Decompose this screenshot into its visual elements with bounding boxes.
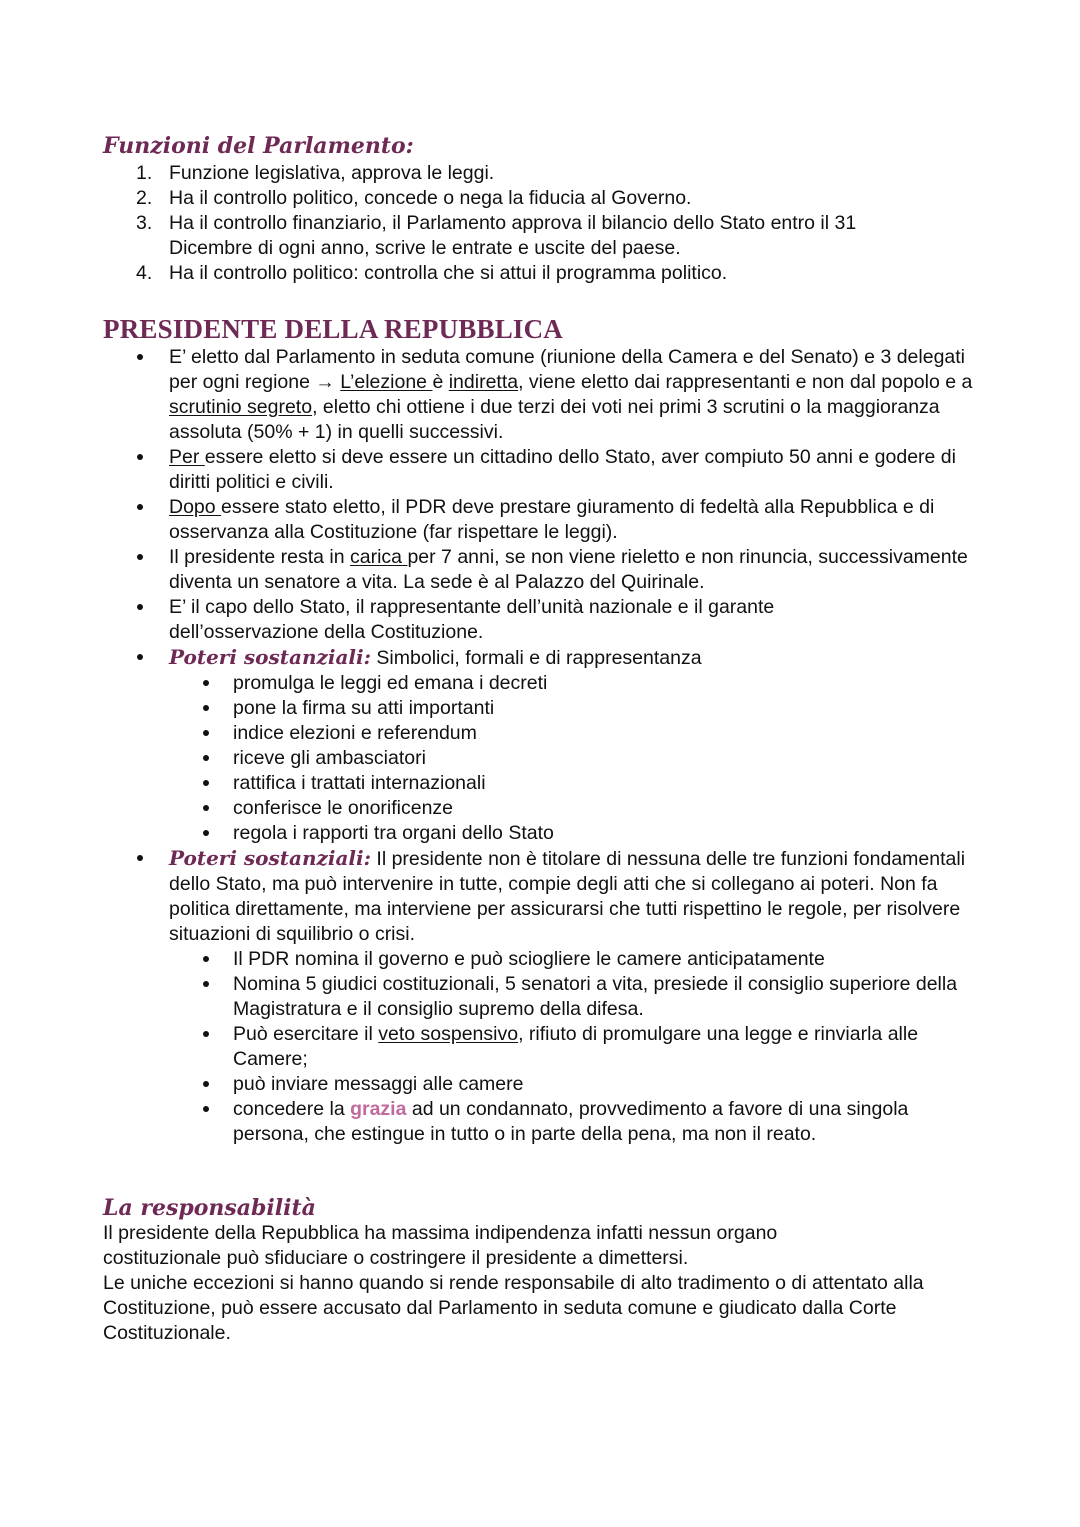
list-item: Nomina 5 giudici costituzionali, 5 senatori a vita, presiede il consiglio superiore della Magistratura e il consiglio supremo della difesa. xyxy=(169,972,983,1022)
bullet-icon xyxy=(137,354,143,360)
bullet-icon xyxy=(137,504,143,510)
list-item: E’ eletto dal Parlamento in seduta comune (riunione della Camera e del Senato) e 3 delegati per ogni regione → L’elezione è indiretta, viene eletto dai rappresentanti e non dal popolo e a scrutinio segreto, eletto chi ottiene i due terzi dei voti nei primi 3 scrutini o la maggioranza assoluta (50% + 1) in quelli successivi. xyxy=(103,345,983,445)
list-item: Il PDR nomina il governo e può sciogliere le camere anticipatamente xyxy=(169,947,983,972)
bullet-icon xyxy=(137,654,143,660)
list-item: 3. Ha il controllo finanziario, il Parlamento approva il bilancio dello Stato entro il 31 Dicembre di ogni anno, scrive le entrate e uscite del paese. xyxy=(136,212,857,259)
presidente-title: PRESIDENTE DELLA REPUBBLICA xyxy=(103,314,564,344)
list-item: Il presidente resta in carica per 7 anni, se non viene rieletto e non rinuncia, successivamente diventa un senatore a vita. La sede è al Palazzo del Quirinale. xyxy=(103,545,983,595)
list-item: Per essere eletto si deve essere un cittadino dello Stato, aver compiuto 50 anni e godere di diritti politici e civili. xyxy=(103,445,983,495)
list-item: Poteri sostanziali: Simbolici, formali e di rappresentanza promulga le leggi ed emana i decreti pone la firma su atti importanti indice elezioni e referendum riceve gli ambasciatori rattifica i trattati internazionali conferisce le onorificenze regola i rapporti tra organi dello Stato xyxy=(103,645,983,846)
grazia-highlight: grazia xyxy=(350,1098,407,1120)
bullet-icon xyxy=(137,855,143,861)
responsabilita-section xyxy=(103,1195,963,1346)
bullet-icon xyxy=(203,705,209,711)
list-item: conferisce le onorificenze xyxy=(169,796,983,821)
list-item: E’ il capo dello Stato, il rappresentante dell’unità nazionale e il garante dell’osservazione della Costituzione. xyxy=(103,595,983,645)
list-item: riceve gli ambasciatori xyxy=(169,746,983,771)
poteri-label: Poteri sostanziali: xyxy=(169,645,371,669)
list-item: indice elezioni e referendum xyxy=(169,721,983,746)
bullet-icon xyxy=(137,604,143,610)
list-item: concedere la grazia ad un condannato, provvedimento a favore di una singola persona, che estingue in tutto o in parte della pena, ma non il reato. xyxy=(169,1097,983,1147)
list-item: Dopo essere stato eletto, il PDR deve prestare giuramento di fedeltà alla Repubblica e di osservanza alla Costituzione (far rispettare le leggi). xyxy=(103,495,983,545)
bullet-icon xyxy=(203,956,209,962)
list-item: 1. Funzione legislativa, approva le leggi. xyxy=(136,162,495,184)
parlamento-list xyxy=(103,161,983,286)
presidente-section xyxy=(103,313,983,1147)
list-item: Può esercitare il veto sospensivo, rifiuto di promulgare una legge e rinviarla alle Camere; xyxy=(169,1022,983,1072)
list-item: promulga le leggi ed emana i decreti xyxy=(169,671,983,696)
bullet-icon xyxy=(203,981,209,987)
bullet-icon xyxy=(203,780,209,786)
list-item: Poteri sostanziali: Il presidente non è titolare di nessuna delle tre funzioni fondamentali dello Stato, ma può intervenire in tutte, compie degli atti che si collegano ai poteri. Non fa politica direttamente, ma interviene per assicurarsi che tutti rispettino le regole, per risolvere situazioni di squilibrio o crisi. Il PDR nomina il governo e può sciogliere le camere anticipatamente Nomina 5 giudici costituzionali, 5 senatori a vita, presiede il consiglio superiore della Magistratura e il consiglio supremo della difesa. Può esercitare il veto sospensivo, rifiuto di promulgare una legge e rinviarla alle Camere; può inviare messaggi alle camere concedere la grazia ad un condannato, provvedimento a favore di una singola persona, che estingue in tutto o in parte della pena, ma non il reato. xyxy=(103,846,983,1147)
list-item: rattifica i trattati internazionali xyxy=(169,771,983,796)
bullet-icon xyxy=(137,554,143,560)
poteri-label: Poteri sostanziali: xyxy=(169,846,371,870)
bullet-icon xyxy=(203,1106,209,1112)
list-item: può inviare messaggi alle camere xyxy=(169,1072,983,1097)
bullet-icon xyxy=(203,755,209,761)
bullet-icon xyxy=(203,680,209,686)
responsabilita-title: La responsabilità xyxy=(103,1195,316,1221)
responsabilita-paragraph: Il presidente della Repubblica ha massima indipendenza infatti nessun organo costituzionale può sfiduciare o costringere il presidente a dimettersi. xyxy=(103,1222,778,1269)
bullet-icon xyxy=(203,1031,209,1037)
list-item: pone la firma su atti importanti xyxy=(169,696,983,721)
responsabilita-paragraph: Le uniche eccezioni si hanno quando si rende responsabile di alto tradimento o di attentato alla Costituzione, può essere accusato dal Parlamento in seduta comune e giudicato dalla Corte Costituzionale. xyxy=(103,1272,924,1344)
poteri-list xyxy=(169,671,983,846)
bullet-icon xyxy=(203,1081,209,1087)
parlamento-title: Funzioni del Parlamento: xyxy=(103,133,414,159)
poteri-list xyxy=(169,947,983,1147)
list-item: regola i rapporti tra organi dello Stato xyxy=(169,821,983,846)
list-item: 2. Ha il controllo politico, concede o nega la fiducia al Governo. xyxy=(136,187,692,209)
parlamento-section xyxy=(103,133,983,286)
presidente-list xyxy=(103,345,983,1147)
list-item: 4. Ha il controllo politico: controlla che si attui il programma politico. xyxy=(136,262,728,284)
bullet-icon xyxy=(203,830,209,836)
bullet-icon xyxy=(137,454,143,460)
bullet-icon xyxy=(203,730,209,736)
bullet-icon xyxy=(203,805,209,811)
